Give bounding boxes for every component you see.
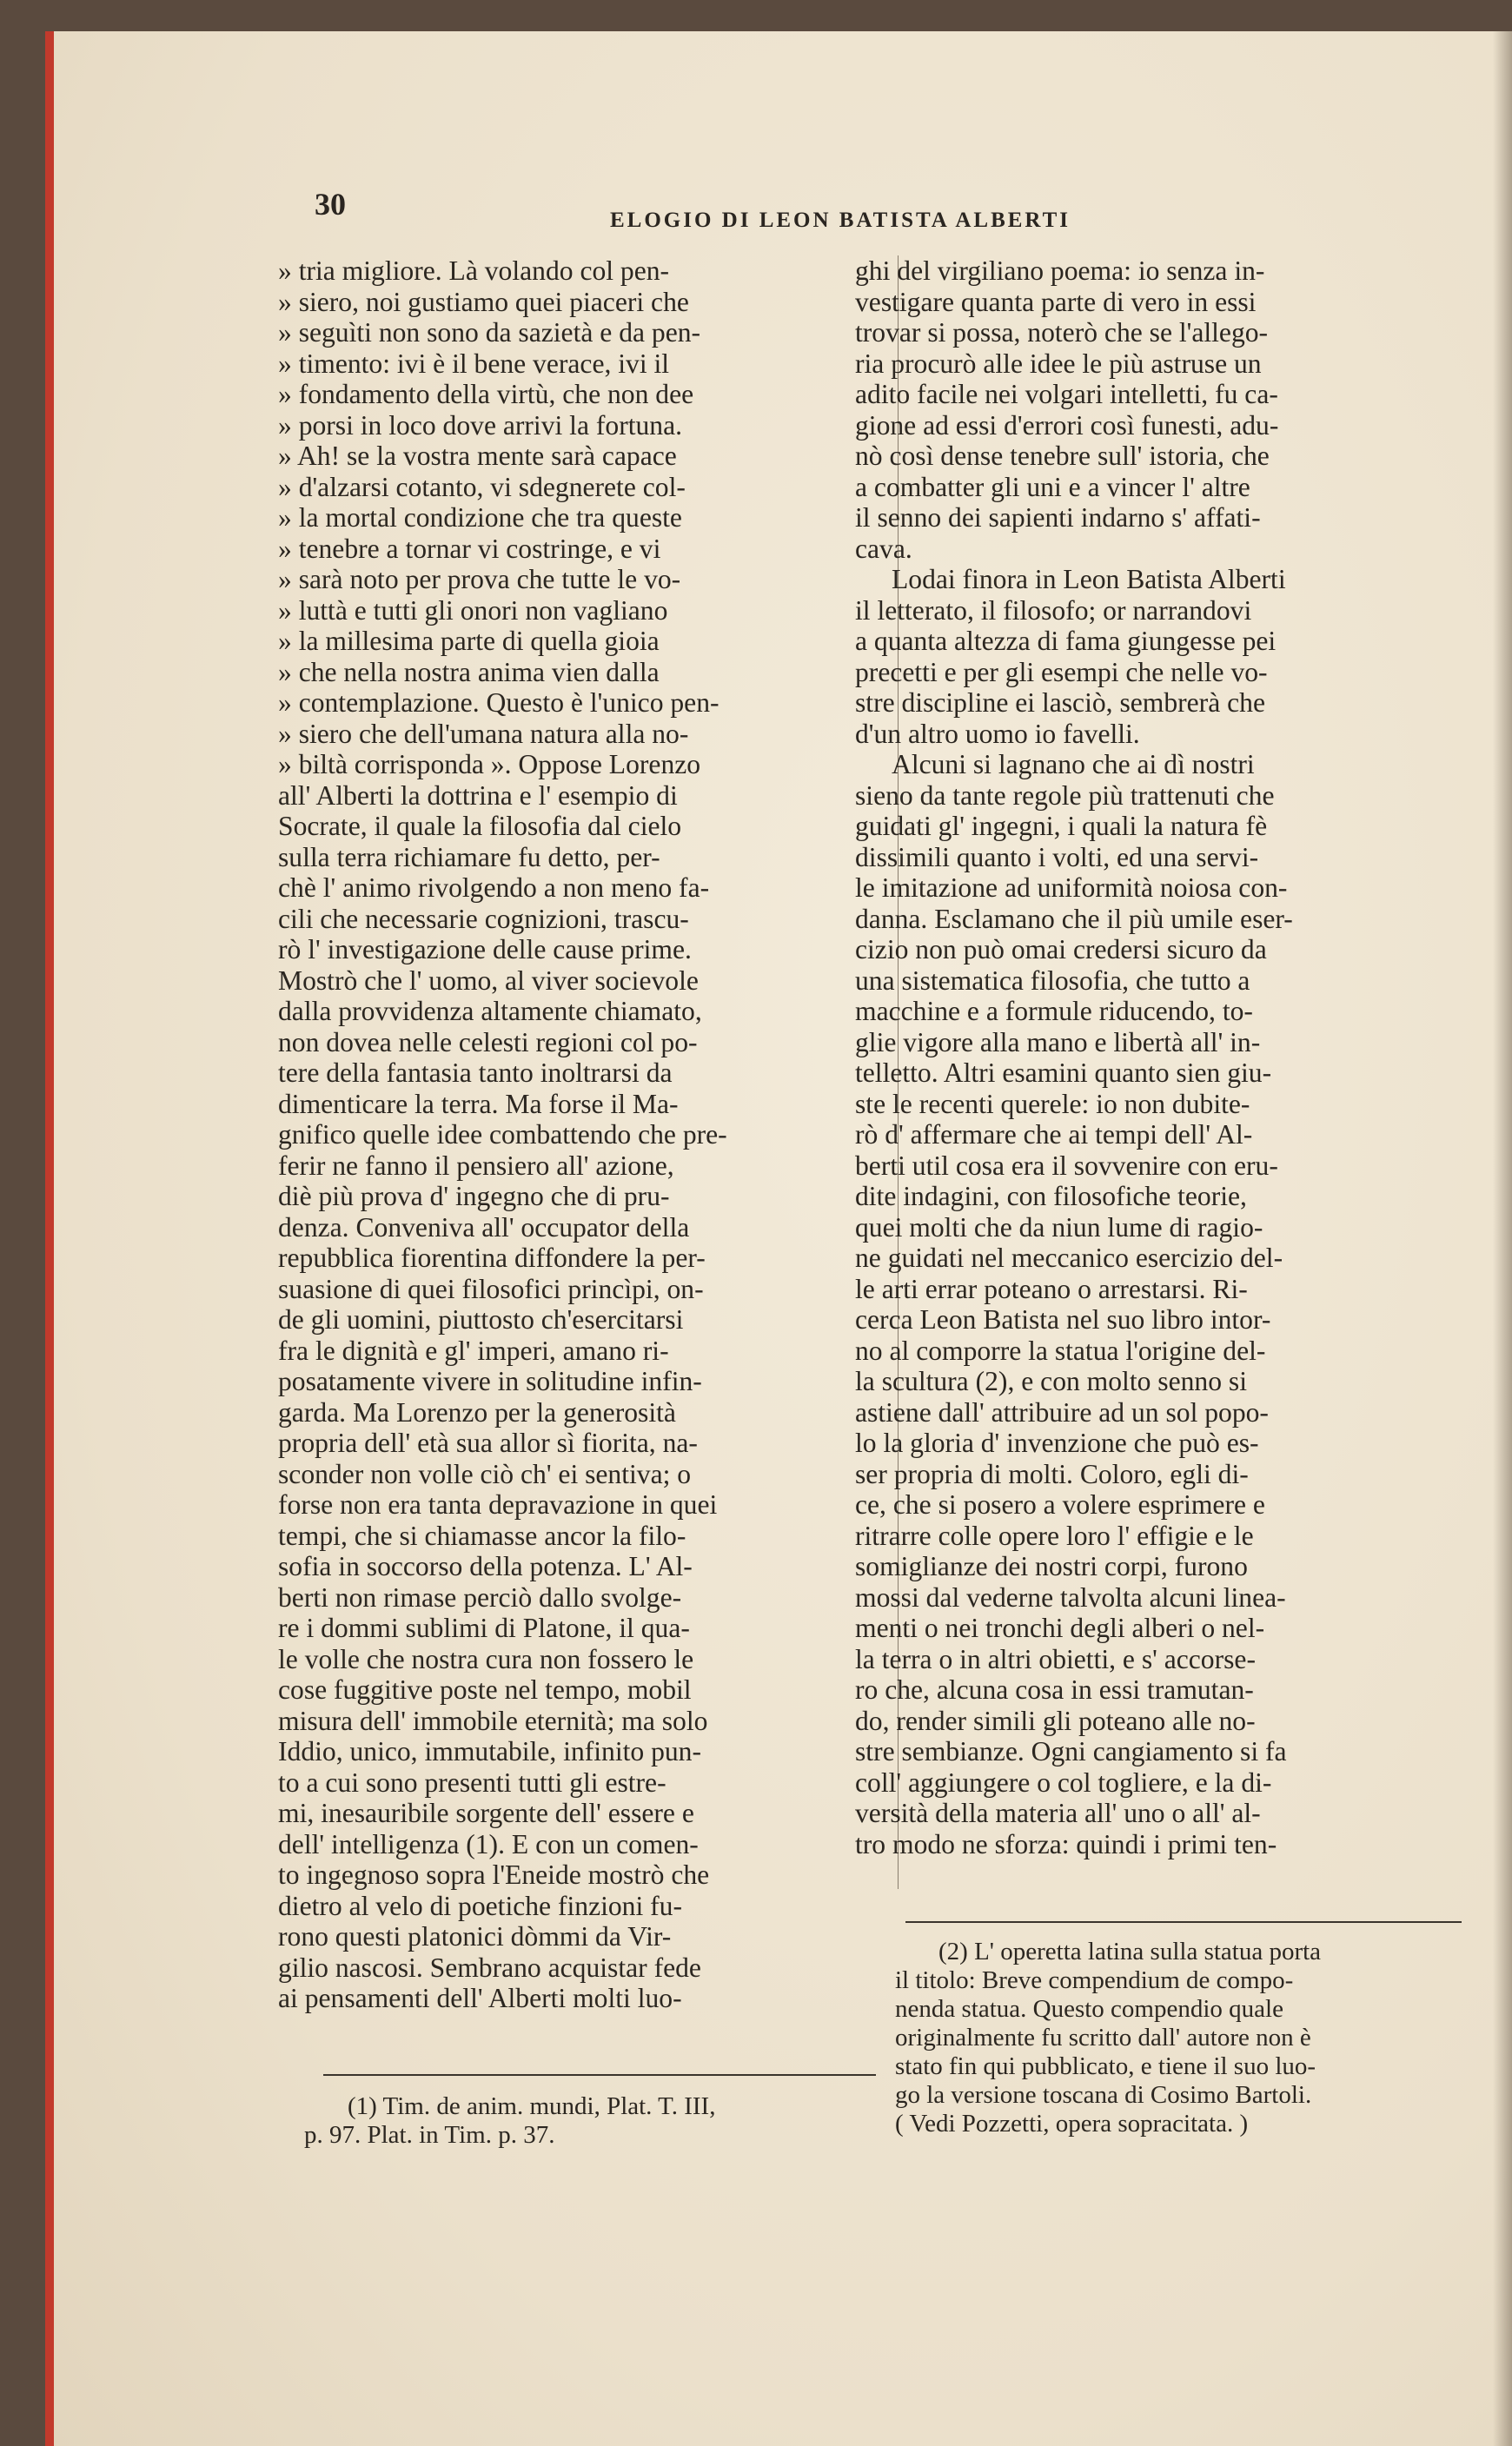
text-line: a quanta altezza di fama giungesse pei [855,626,1277,656]
text-line: Mostrò che l' uomo, al viver socievole [278,964,699,996]
text-line: » d'alzarsi cotanto, vi sdegnerete col- [278,471,686,502]
text-line: mossi dal vederne talvolta alcuni linea- [855,1581,1286,1613]
text-line: ce, che si posero a volere esprimere e [855,1489,1265,1520]
text-line: vestigare quanta parte di vero in essi [855,286,1257,317]
text-line: tempi, che si chiamasse ancor la filo- [278,1520,686,1551]
text-line: una sistematica filosofia, che tutto a [855,964,1250,996]
text-line: tere della fantasia tanto inoltrarsi da [278,1057,673,1088]
text-line: to a cui sono presenti tutti gli estre- [278,1767,666,1798]
text-line: cizio non può omai credersi sicuro da [855,934,1267,964]
text-line: » luttà e tutti gli onori non vagliano [278,594,668,626]
text-line: fra le dignità e gl' imperi, amano ri- [278,1335,669,1366]
text-line: » biltà corrisponda ». Oppose Lorenzo [278,749,701,779]
text-line: le imitazione ad uniformità noiosa con- [855,872,1288,903]
text-line: ste le recenti querele: io non dubite- [855,1088,1250,1119]
text-line: to ingegnoso sopra l'Eneide mostrò che [278,1859,710,1890]
footnote-line: ( Vedi Pozzetti, opera sopracitata. ) [895,2110,1249,2138]
text-line: gione ad essi d'errori così funesti, adu- [855,409,1279,441]
text-line: berti non rimase perciò dallo svolge- [278,1581,682,1613]
text-line: gilio nascosi. Sembrano acquistar fede [278,1952,701,1983]
text-line: propria dell' età sua allor sì fiorita, na- [278,1428,698,1458]
text-line: dissimili quanto i volti, ed una servi- [855,841,1259,872]
text-line: versità della materia all' uno o all' al- [855,1798,1261,1828]
footnote-line: p. 97. Plat. in Tim. p. 37. [304,2121,555,2149]
text-line: suasione di quei filosofici princìpi, on- [278,1273,704,1304]
text-line: d'un altro uomo io favelli. [855,718,1140,749]
text-line: ser propria di molti. Coloro, egli di- [855,1458,1249,1489]
footnote-line: (1) Tim. de anim. mundi, Plat. T. III, [348,2092,716,2120]
text-line: il letterato, il filosofo; or narrandovi [855,594,1252,626]
text-line: danna. Esclamano che il più umile eser- [855,903,1293,934]
text-line: re i dommi sublimi di Platone, il qua- [278,1613,690,1643]
text-line: rò d' affermare che ai tempi dell' Al- [855,1119,1253,1150]
text-line: cerca Leon Batista nel suo libro intor- [855,1304,1271,1335]
text-line: ai pensamenti dell' Alberti molti luo- [278,1983,682,2013]
text-line: posatamente vivere in solitudine infin- [278,1366,702,1396]
text-line: cili che necessarie cognizioni, trascu- [278,903,689,934]
text-line: dimenticare la terra. Ma forse il Ma- [278,1088,679,1119]
text-line: sieno da tante regole più trattenuti che [855,779,1275,811]
text-line: misura dell' immobile eternità; ma solo [278,1705,708,1736]
text-line: menti o nei tronchi degli alberi o nel- [855,1613,1265,1643]
text-line: garda. Ma Lorenzo per la generosità [278,1396,676,1428]
text-line: ria procurò alle idee le più astruse un [855,348,1262,379]
text-line: somiglianze dei nostri corpi, furono [855,1551,1248,1581]
text-line: ne guidati nel meccanico esercizio del- [855,1243,1283,1273]
text-line: » la mortal condizione che tra queste [278,502,682,533]
left-column [278,255,879,2014]
text-line: » che nella nostra anima vien dalla [278,656,660,687]
text-line: berti util cosa era il sovvenire con eru- [855,1150,1278,1181]
text-line: ro che, alcuna cosa in essi tramutan- [855,1674,1254,1705]
footnote-line: go la versione toscana di Cosimo Bartoli. [895,2081,1312,2109]
text-line: » siero che dell'umana natura alla no- [278,718,689,749]
text-line: sconder non volle ciò ch' ei sentiva; o [278,1458,692,1489]
text-line: forse non era tanta depravazione in quei [278,1489,718,1520]
footnote-right [895,1938,1469,2138]
text-line: do, render simili gli poteano alle no- [855,1705,1256,1736]
text-line: chè l' animo rivolgendo a non meno fa- [278,872,710,903]
text-line: sofia in soccorso della potenza. L' Al- [278,1551,693,1581]
text-line: trovar si possa, noterò che se l'allego- [855,317,1269,348]
text-line: » fondamento della virtù, che non dee [278,379,694,409]
footnote-rule-left [323,2074,876,2076]
running-title: ELOGIO DI LEON BATISTA ALBERTI [610,209,1071,232]
text-line: Iddio, unico, immutabile, infinito pun- [278,1736,702,1767]
text-line: » seguìti non sono da sazietà e da pen- [278,317,701,348]
text-line: » porsi in loco dove arrivi la fortuna. [278,409,683,441]
text-line: dell' intelligenza (1). E con un comen- [278,1828,699,1859]
text-line: » tria migliore. Là volando col pen- [278,255,670,286]
text-line: lo la gloria d' invenzione che può es- [855,1428,1259,1458]
footnote-line: nenda statua. Questo compendio quale [895,1995,1283,2023]
text-line: repubblica fiorentina diffondere la per- [278,1243,706,1273]
text-line: dalla provvidenza altamente chiamato, [278,996,702,1026]
text-line: il senno dei sapienti indarno s' affati- [855,502,1261,533]
text-line: nò così dense tenebre sull' istoria, che [855,441,1270,471]
text-line: stre discipline ei lasciò, sembrerà che [855,687,1265,718]
text-line: » contemplazione. Questo è l'unico pen- [278,687,720,718]
text-line: precetti e per gli esempi che nelle vo- [855,656,1268,687]
footnote-line: originalmente fu scritto dall' autore non è [895,2024,1311,2052]
footnote-left [304,2092,878,2150]
text-line: astiene dall' attribuire ad un sol popo- [855,1396,1269,1428]
text-line: coll' aggiungere o col togliere, e la di- [855,1767,1272,1798]
text-line: stre sembianze. Ogni cangiamento si fa [855,1736,1287,1767]
text-line: cose fuggitive poste nel tempo, mobil [278,1674,692,1705]
text-line: la scultura (2), e con molto senno si [855,1366,1247,1396]
text-line: macchine e a formule riducendo, to- [855,996,1253,1026]
text-line: all' Alberti la dottrina e l' esempio di [278,779,678,811]
footnote-rule-right [905,1921,1462,1923]
page-edge-shadow [1493,31,1512,2446]
text-line: Alcuni si lagnano che ai dì nostri [892,749,1255,779]
text-line: no al comporre la statua l'origine del- [855,1335,1266,1366]
footnote-line: stato fin qui pubblicato, e tiene il suo luo- [895,2052,1316,2080]
text-line: tro modo ne sforza: quindi i primi ten- [855,1828,1277,1859]
text-line: mi, inesauribile sorgente dell' essere e [278,1798,694,1828]
text-line: telletto. Altri esamini quanto sien giu- [855,1057,1272,1088]
text-line: diè più prova d' ingegno che di pru- [278,1181,670,1211]
text-line: gnifico quelle idee combattendo che pre- [278,1119,727,1150]
text-line: a combatter gli uni e a vincer l' altre [855,471,1250,502]
text-line: adito facile nei volgari intelletti, fu ca- [855,379,1278,409]
text-line: » sarà noto per prova che tutte le vo- [278,564,681,594]
text-line: de gli uomini, piuttosto ch'esercitarsi [278,1304,684,1335]
text-line: ferir ne fanno il pensiero all' azione, [278,1150,674,1181]
text-line: dite indagini, con filosofiche teorie, [855,1181,1247,1211]
right-column [855,255,1465,1859]
text-line: Lodai finora in Leon Batista Alberti [892,564,1286,594]
text-line: non dovea nelle celesti regioni col po- [278,1026,698,1057]
footnote-line: il titolo: Breve compendium de compo- [895,1966,1294,1994]
text-line: dietro al velo di poetiche finzioni fu- [278,1890,682,1921]
text-line: la terra o in altri obietti, e s' accorse- [855,1643,1256,1674]
text-line: le arti errar poteano o arrestarsi. Ri- [855,1273,1248,1304]
text-line: denza. Conveniva all' occupator della [278,1211,690,1243]
text-line: » tenebre a tornar vi costringe, e vi [278,533,661,564]
text-line: sulla terra richiamare fu detto, per- [278,841,660,872]
text-line: ritrarre colle opere loro l' effigie e le [855,1520,1254,1551]
text-line: le volle che nostra cura non fossero le [278,1643,694,1674]
text-line: glie vigore alla mano e libertà all' in- [855,1026,1261,1057]
text-line: » la millesima parte di quella gioia [278,626,660,656]
text-line: cava. [855,533,912,564]
book-page [45,31,1512,2446]
text-line: quei molti che da niun lume di ragio- [855,1211,1263,1243]
text-line: » timento: ivi è il bene verace, ivi il [278,348,670,379]
footnote-line: (2) L' operetta latina sulla statua porta [938,1938,1322,1965]
page-number: 30 [315,187,346,222]
text-line: Socrate, il quale la filosofia dal cielo [278,811,682,841]
text-line: » siero, noi gustiamo quei piaceri che [278,286,689,317]
text-line: ghi del virgiliano poema: io senza in- [855,255,1265,286]
text-line: guidati gl' ingegni, i quali la natura fè [855,811,1268,841]
text-line: rò l' investigazione delle cause prime. [278,934,692,964]
text-line: » Ah! se la vostra mente sarà capace [278,441,677,471]
text-line: rono questi platonici dòmmi da Vir- [278,1921,672,1952]
